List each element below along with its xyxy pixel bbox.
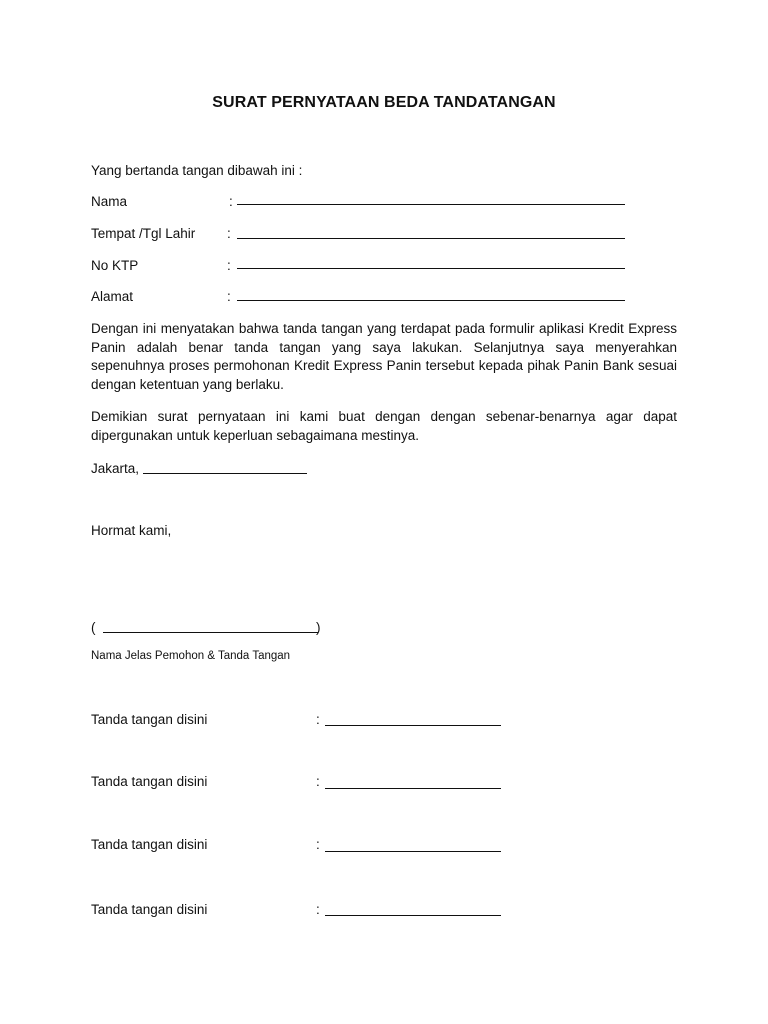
field-label-nama: Nama xyxy=(91,194,128,209)
alamat-input-line[interactable] xyxy=(237,300,625,301)
closing-paragraph: Demikian surat pernyataan ini kami buat dengan dengan sebenar-benarnya agar dapat dipergunakan untuk keperluan sebagaimana mestinya. xyxy=(91,409,677,443)
signature-line[interactable] xyxy=(325,915,501,916)
intro-text: Yang bertanda tangan dibawah ini : xyxy=(91,163,303,178)
applicant-name-line[interactable] xyxy=(103,632,318,633)
signature-colon: : xyxy=(316,902,320,917)
field-label-tempat-tgl-lahir: Tempat /Tgl Lahir xyxy=(91,226,196,241)
document-title: SURAT PERNYATAAN BEDA TANDATANGAN xyxy=(212,94,556,111)
signature-colon: : xyxy=(316,712,320,727)
no-ktp-input-line[interactable] xyxy=(237,268,625,269)
signature-label: Tanda tangan disini xyxy=(91,774,208,789)
field-colon: : xyxy=(227,289,231,304)
date-input-line[interactable] xyxy=(143,473,307,474)
field-colon: : xyxy=(227,226,231,241)
nama-input-line[interactable] xyxy=(237,204,625,205)
signature-line[interactable] xyxy=(325,851,501,852)
field-label-alamat: Alamat xyxy=(91,289,134,304)
signature-colon: : xyxy=(316,837,320,852)
signature-line[interactable] xyxy=(325,725,501,726)
field-colon: : xyxy=(227,258,231,273)
name-bracket-close: ) xyxy=(316,620,321,635)
signature-label: Tanda tangan disini xyxy=(91,902,208,917)
tempat-tgl-lahir-input-line[interactable] xyxy=(237,238,625,239)
statement-paragraph: Dengan ini menyatakan bahwa tanda tangan yang terdapat pada formulir aplikasi Kredit Express Panin adalah benar tanda tangan yang saya lakukan. Selanjutnya saya menyerahkan sepenuhnya proses permohonan Kredit Express Panin tersebut kepada pihak Panin Bank sesuai dengan ketentuan yang berlaku. xyxy=(91,321,677,392)
name-caption: Nama Jelas Pemohon & Tanda Tangan xyxy=(91,650,291,662)
salutation: Hormat kami, xyxy=(91,523,172,538)
field-colon: : xyxy=(229,194,233,209)
signature-line[interactable] xyxy=(325,788,501,789)
place-label: Jakarta, xyxy=(91,461,140,476)
field-label-no-ktp: No KTP xyxy=(91,258,139,273)
signature-label: Tanda tangan disini xyxy=(91,837,208,852)
name-bracket-open: ( xyxy=(91,620,96,635)
signature-colon: : xyxy=(316,774,320,789)
signature-label: Tanda tangan disini xyxy=(91,712,208,727)
